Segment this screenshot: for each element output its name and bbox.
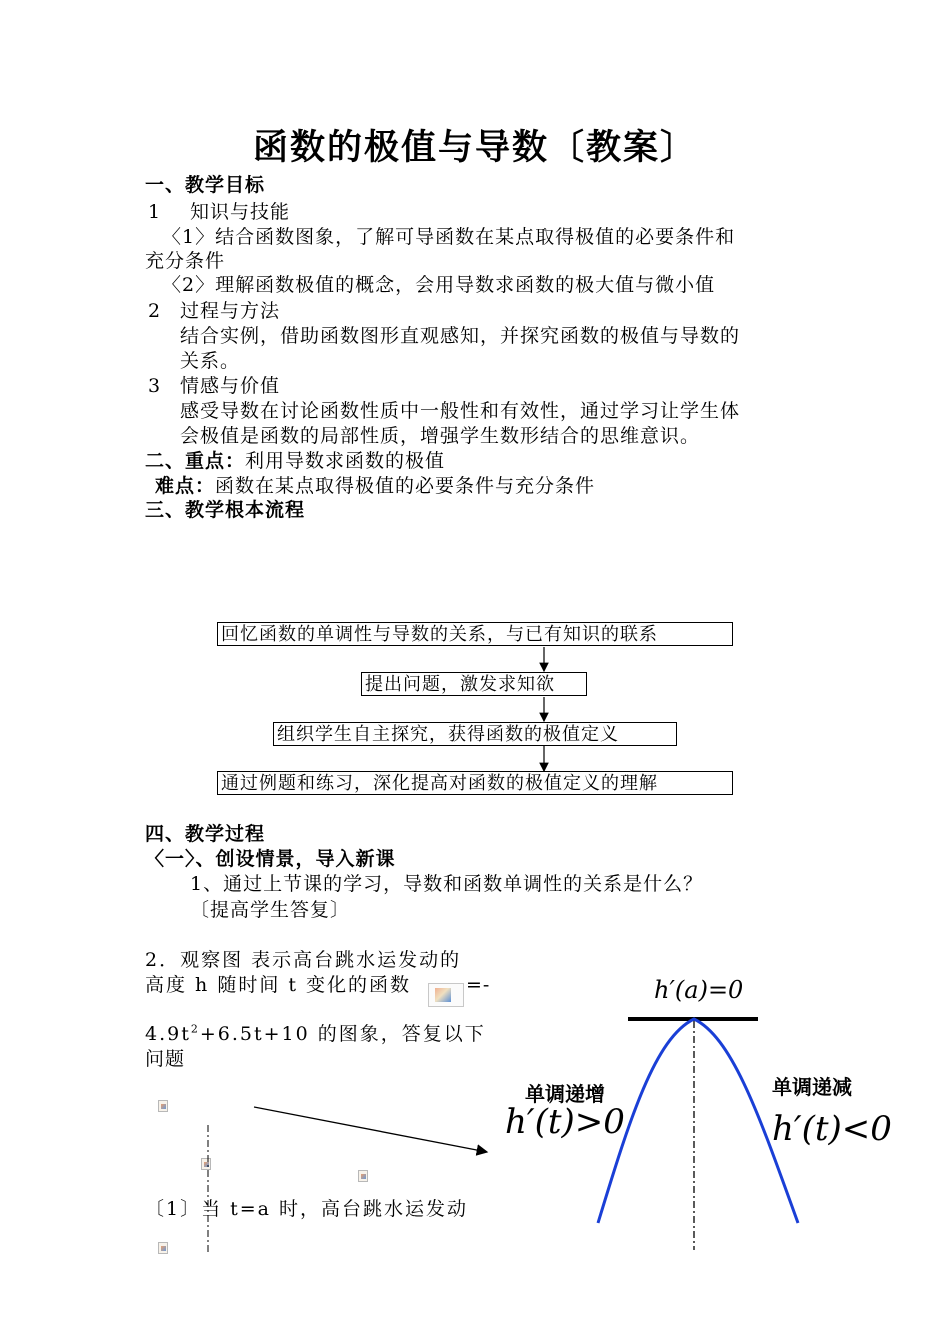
- question-1-note: 〔提高学生答复〕: [190, 899, 351, 921]
- difficulty-text: 函数在某点取得极值的必要条件与充分条件: [215, 475, 596, 497]
- item-number: 3: [148, 375, 162, 397]
- paragraph: 关系。: [180, 350, 241, 372]
- page-title: 函数的极值与导数〔教案〕: [252, 128, 697, 168]
- paragraph: 结合实例，借助函数图形直观感知，并探究函数的极值与导数的: [180, 325, 741, 347]
- paragraph: 〈2〉理解函数极值的概念，会用导数求函数的极大值与微小值: [162, 274, 716, 296]
- increasing-label: 单调递增: [525, 1082, 605, 1106]
- item-title-knowledge: 知识与技能: [190, 201, 291, 223]
- decreasing-formula: h′(t)<0: [772, 1109, 892, 1149]
- flow-step-1: 回忆函数的单调性与导数的关系，与已有知识的联系: [217, 622, 733, 646]
- question-2-line-2: 高度 h 随时间 t 变化的函数: [145, 974, 412, 996]
- sub-question-1: 〔1〕当 t=a 时，高台跳水运发动: [145, 1198, 469, 1220]
- paragraph: 感受导数在讨论函数性质中一般性和有效性，通过学习让学生体: [180, 400, 741, 422]
- section-heading-objectives: 一、教学目标: [145, 174, 266, 196]
- paragraph: 会极值是函数的局部性质，增强学生数形结合的思维意识。: [180, 425, 701, 447]
- item-title-process: 过程与方法: [180, 300, 281, 322]
- formula-part: +6.5t+10 的图象，答复以下: [199, 1023, 486, 1045]
- item-number: 1: [148, 201, 162, 223]
- diving-height-figure: [500, 968, 890, 1253]
- key-point-text: 利用导数求函数的极值: [245, 450, 446, 472]
- paragraph: 充分条件: [145, 250, 226, 272]
- section-heading-process: 四、教学过程: [145, 823, 266, 845]
- section-heading-keypoint: 二、重点：: [145, 450, 246, 472]
- question-2-line-1: 2．观察图 表示高台跳水运发动的: [145, 949, 462, 971]
- flow-step-2: 提出问题，激发求知欲: [361, 672, 587, 696]
- difficulty-label: 难点：: [155, 475, 216, 497]
- question-2-line-4: 问题: [145, 1048, 186, 1070]
- item-title-values: 情感与价值: [180, 375, 281, 397]
- item-number: 2: [148, 300, 162, 322]
- paragraph: 〈1〉结合函数图象，了解可导函数在某点取得极值的必要条件和: [162, 226, 736, 248]
- question-1: 1、通过上节课的学习，导数和函数单调性的关系是什么？: [190, 873, 704, 895]
- formula-part: 4.9t: [145, 1023, 191, 1045]
- flow-step-4: 通过例题和练习，深化提高对函数的极值定义的理解: [217, 771, 733, 795]
- decreasing-label: 单调递减: [772, 1075, 852, 1099]
- increasing-formula: h′(t)>0: [505, 1102, 625, 1142]
- tangent-label: h′(a)=0: [654, 976, 744, 1004]
- subsection-heading: 〈一〉、创设情景，导入新课: [145, 848, 396, 870]
- question-2-line-2-tail: =-: [466, 974, 491, 996]
- pointer-arrow: [254, 1107, 487, 1152]
- formula-exponent: 2: [190, 1022, 200, 1036]
- section-heading-flow: 三、教学根本流程: [145, 499, 306, 521]
- flow-step-3: 组织学生自主探究，获得函数的极值定义: [273, 722, 677, 746]
- height-curve: [598, 1019, 798, 1223]
